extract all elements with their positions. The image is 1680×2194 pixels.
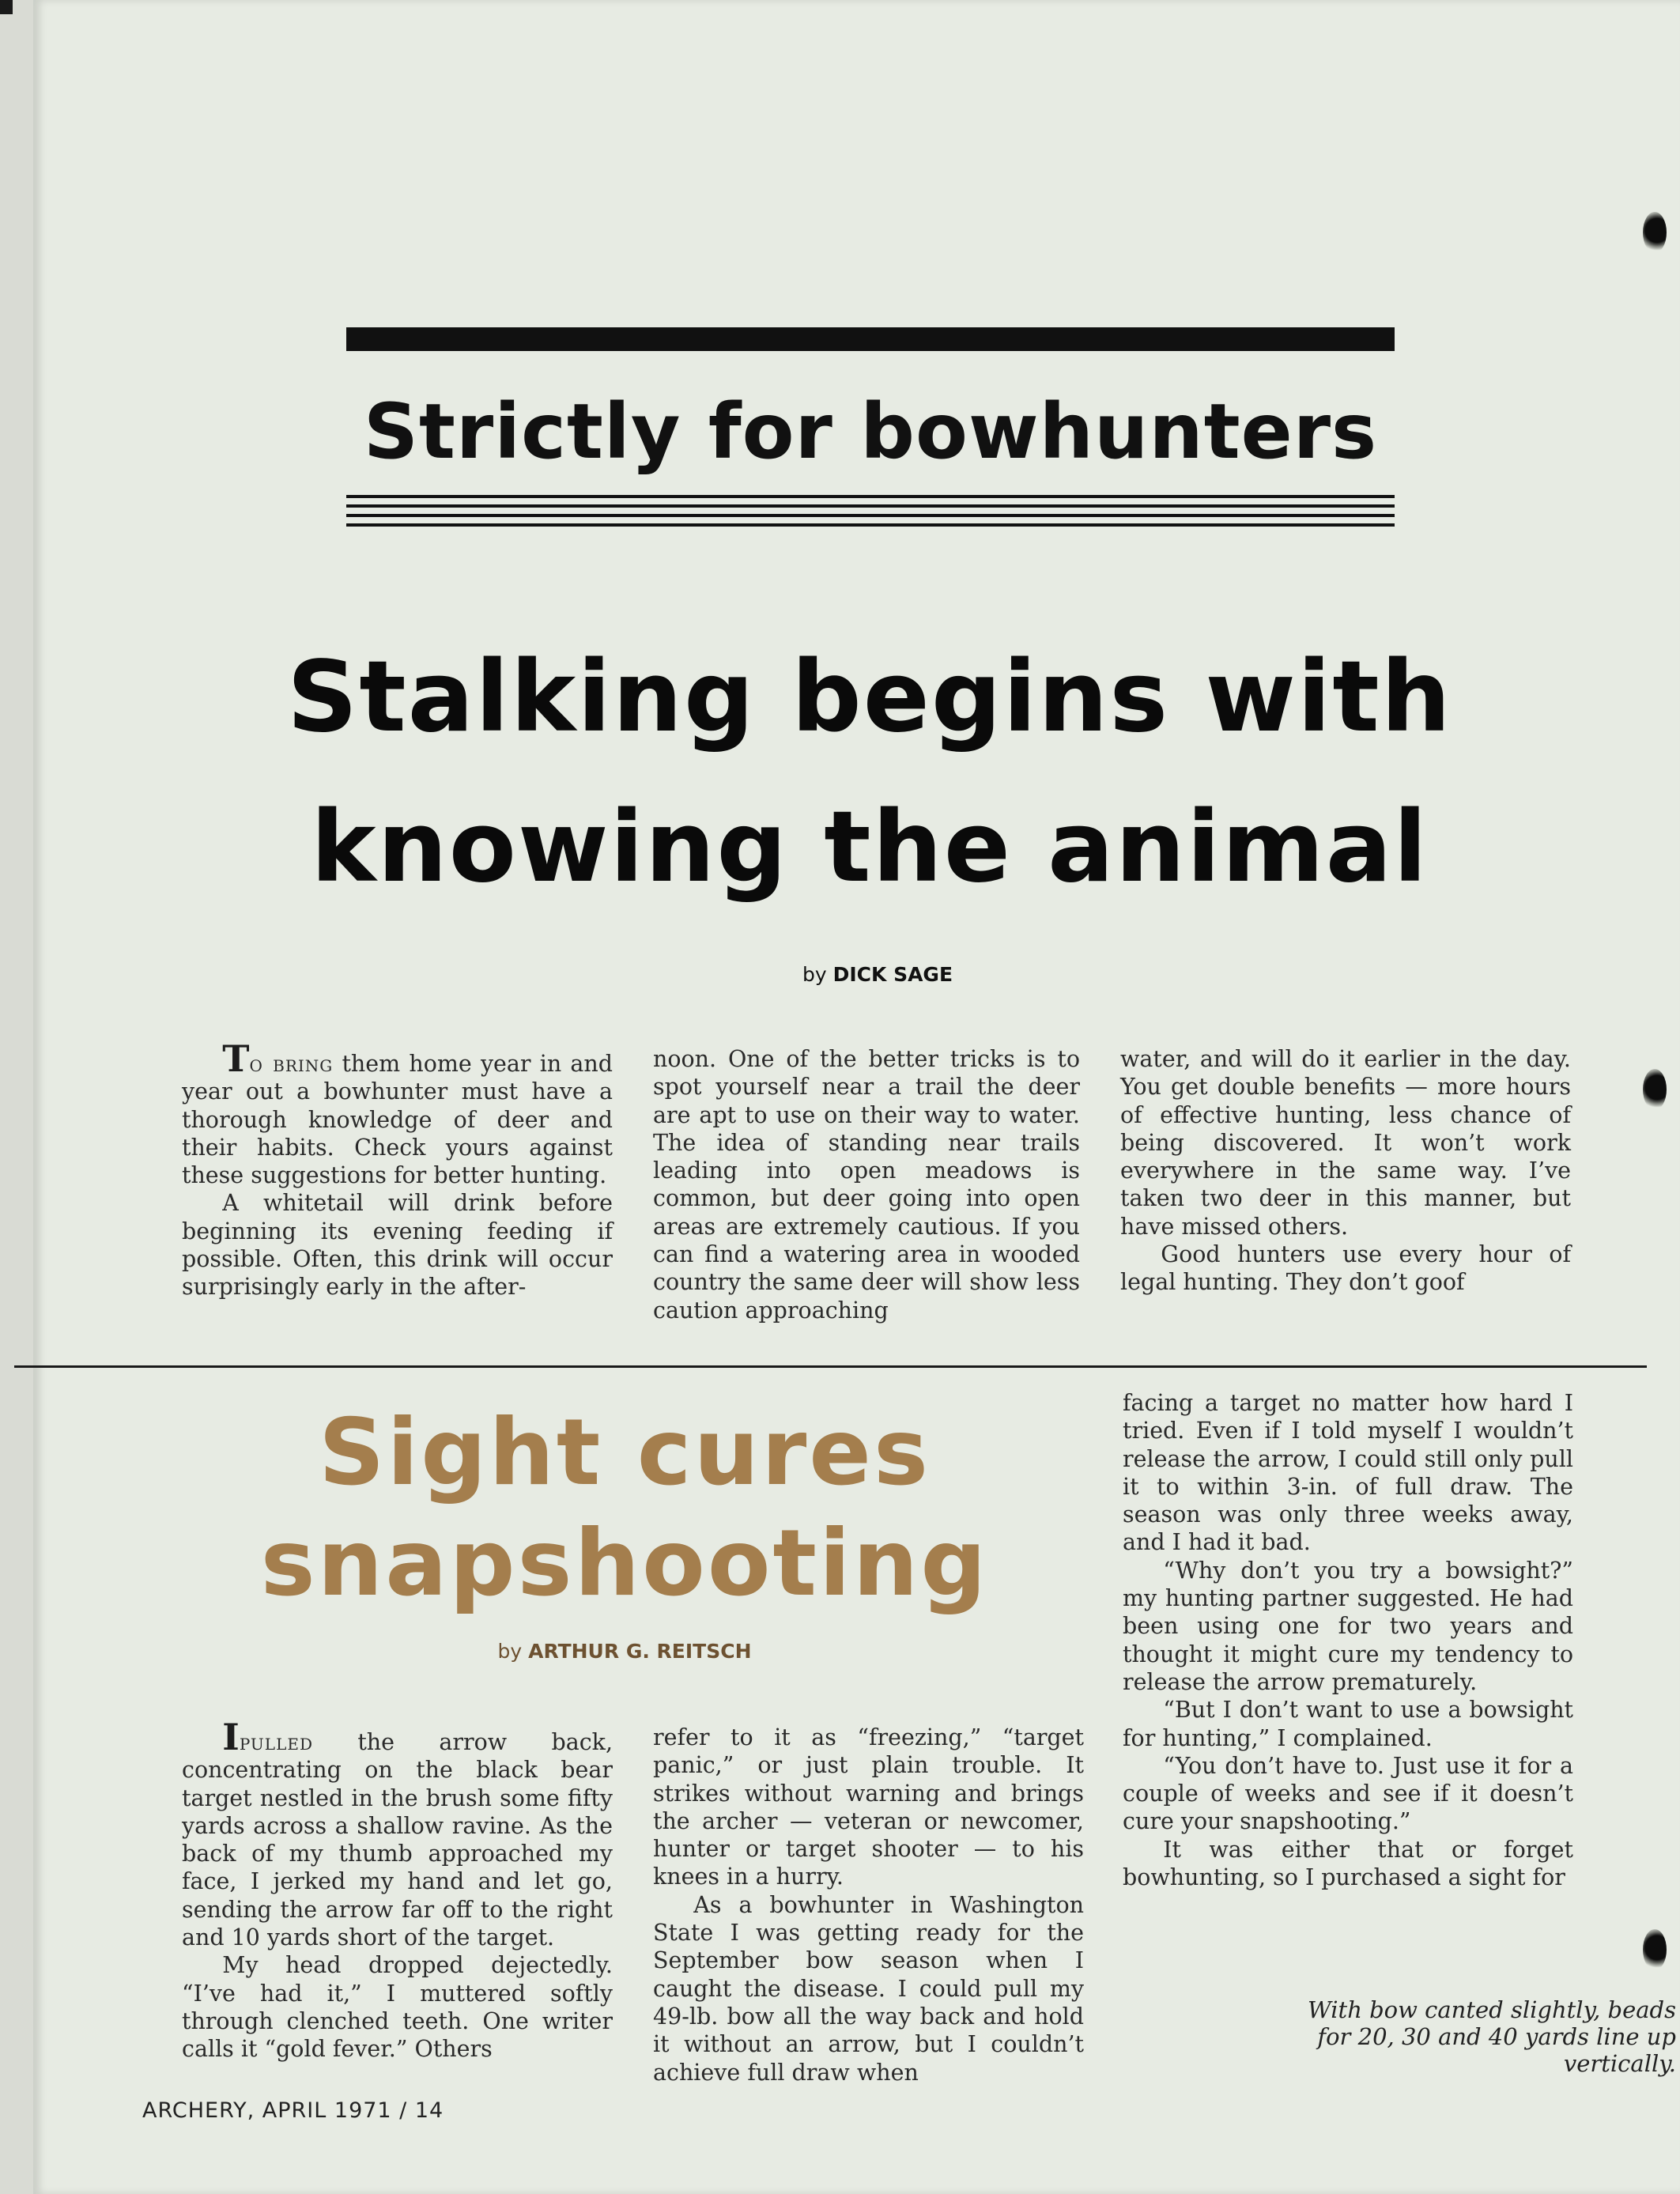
- byline-author: ARTHUR G. REITSCH: [528, 1640, 752, 1663]
- paragraph: “You don’t have to. Just use it for a couple of weeks and see if it doesn’t cure your snapshooting.”: [1123, 1752, 1573, 1835]
- paragraph: My head dropped dejectedly. “I’ve had it,” I muttered softly through clenched teeth. One writer calls it “gold fever.” Others: [182, 1952, 613, 2063]
- paragraph: “But I don’t want to use a bowsight for hunting,” I complained.: [1123, 1697, 1573, 1751]
- article2-byline: [427, 1640, 822, 1663]
- paragraph: It was either that or forget bowhunting, so I purchased a sight for: [1123, 1836, 1573, 1891]
- article1-headline-line2: knowing the animal: [311, 791, 1429, 904]
- header-thin-rule: [346, 504, 1395, 508]
- article1-column-1: [182, 1037, 613, 1301]
- header-thin-rule: [346, 495, 1395, 498]
- paragraph: facing a target no matter how hard I tried. Even if I told myself I wouldn’t release the arrow, I could still only pull it to within 3-in. of full draw. The season was only three weeks away, and I had it bad.: [1123, 1390, 1573, 1556]
- article1-byline: [680, 963, 1075, 986]
- article1-headline-line1: Stalking begins with: [287, 640, 1452, 754]
- article2-headline-line2: snapshooting: [260, 1510, 989, 1617]
- paragraph: Good hunters use every hour of legal hunting. They don’t goof: [1120, 1241, 1571, 1296]
- lead-in: o bring: [249, 1051, 334, 1077]
- paragraph: refer to it as “freezing,” “target panic,” or just plain trouble. It strikes without warning and brings the archer — veteran or newcomer, hunter or target shooter — to his knees in a hurry.: [653, 1724, 1084, 1890]
- byline-author: DICK SAGE: [832, 963, 953, 986]
- corner-mark: [0, 0, 13, 14]
- paragraph: noon. One of the better tricks is to spot yourself near a trail the deer are apt to use on their way to water. The idea of standing near trails leading into open meadows is common, but deer going into open areas are extremely cautious. If you can find a watering area in wooded country the same deer will show less caution approaching: [653, 1046, 1080, 1324]
- header-thin-rule: [346, 523, 1395, 527]
- header-thick-rule: [346, 327, 1395, 351]
- photo-caption: With bow canted slightly, beads for 20, 30 and 40 yards line up vertically.: [1307, 1996, 1676, 2077]
- paragraph: water, and will do it earlier in the day. You get double benefits — more hours of effective hunting, less chance of being discovered. It won’t work everywhere in the same way. I’ve taken two deer in this manner, but have missed others.: [1120, 1046, 1571, 1240]
- byline-prefix: by: [802, 963, 827, 986]
- lead-in: pulled: [239, 1729, 313, 1755]
- binder-hole: [1643, 1069, 1667, 1110]
- article2-column-2: [653, 1724, 1084, 2086]
- article1-column-2: [653, 1045, 1080, 1324]
- paragraph: them home year in and year out a bowhunter must have a thorough knowledge of deer and their habits. Check yours against these suggestions for better hunting.: [182, 1051, 613, 1189]
- header-thin-rule: [346, 514, 1395, 517]
- binder-hole: [1643, 212, 1667, 253]
- paragraph: As a bowhunter in Washington State I was getting ready for the September bow season when I caught the disease. I could pull my 49-lb. bow all the way back and hold it without an arrow, but I couldn’t achieve full draw when: [653, 1891, 1084, 2086]
- article2-headline-line1: Sight cures: [318, 1399, 931, 1506]
- article2-column-3: [1123, 1389, 1573, 1891]
- drop-cap: T: [222, 1037, 250, 1080]
- binder-hole: [1643, 1929, 1667, 1970]
- article2-column-1: [182, 1716, 613, 2064]
- byline-prefix: by: [497, 1640, 523, 1663]
- department-title: Strictly for bowhunters: [363, 387, 1378, 476]
- paragraph: the arrow back, concentrating on the black bear target nestled in the brush some fifty yards across a shallow ravine. As the back of my thumb approached my face, I jerked my hand and let go, sending the arrow far off to the right and 10 yards short of the target.: [182, 1729, 613, 1951]
- drop-cap: I: [222, 1716, 240, 1758]
- article1-column-3: [1120, 1045, 1571, 1297]
- article-divider: [14, 1365, 1647, 1368]
- paragraph: “Why don’t you try a bowsight?” my hunting partner suggested. He had been using one for two years and thought it might cure my tendency to release the arrow prematurely.: [1123, 1557, 1573, 1695]
- paragraph: A whitetail will drink before beginning its evening feeding if possible. Often, this drink will occur surprisingly early in the after-: [182, 1190, 613, 1301]
- page-footer: ARCHERY, APRIL 1971 / 14: [142, 2098, 444, 2123]
